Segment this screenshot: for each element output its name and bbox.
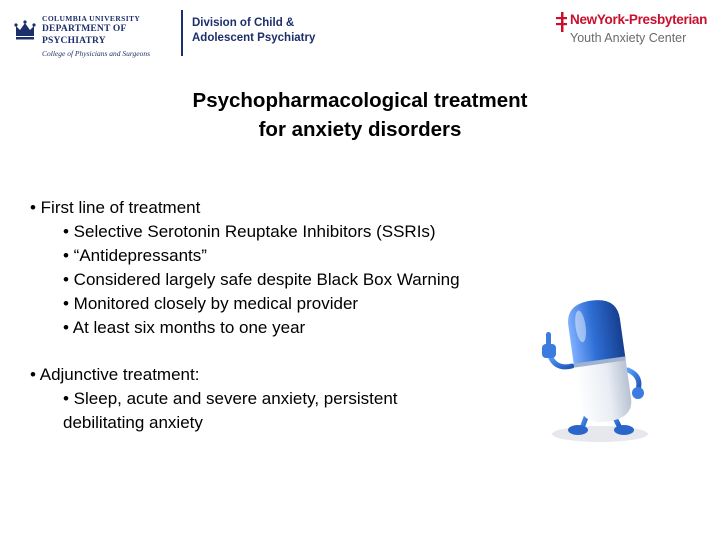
sub-bullet: • Sleep, acute and severe anxiety, persistent xyxy=(63,389,398,408)
division-name xyxy=(192,16,315,46)
sub-bullet: • At least six months to one year xyxy=(63,318,306,337)
sub-bullet-continuation: debilitating anxiety xyxy=(63,413,203,432)
sub-bullet: • Selective Serotonin Reuptake Inhibitors (SSRIs) xyxy=(63,222,436,241)
university-name: COLUMBIA UNIVERSITY xyxy=(42,14,141,23)
capsule-thumbs-up-icon xyxy=(520,294,670,446)
sub-bullet: • Monitored closely by medical provider xyxy=(63,294,359,313)
nyp-subtitle: Youth Anxiety Center xyxy=(570,31,687,45)
sub-bullet: • “Antidepressants” xyxy=(63,246,207,265)
division-line1: Division of Child & xyxy=(192,17,295,29)
bullet-first-line: • First line of treatment xyxy=(30,198,201,217)
bullet-adjunctive: • Adjunctive treatment: xyxy=(30,365,200,384)
nyp-mark-icon xyxy=(556,12,568,32)
college-name: College of Physicians and Surgeons xyxy=(42,49,151,58)
header-divider xyxy=(181,10,183,56)
sub-bullet: • Considered largely safe despite Black Box Warning xyxy=(63,270,460,289)
title-line1: Psychopharmacological treatment xyxy=(192,89,528,112)
columbia-psychiatry-logo xyxy=(10,12,186,56)
title-line2: for anxiety disorders xyxy=(258,118,462,141)
nyp-logo xyxy=(556,10,716,50)
crown-icon xyxy=(14,20,36,40)
division-line2: Adolescent Psychiatry xyxy=(192,32,316,44)
slide-body xyxy=(30,196,460,435)
nyp-name: NewYork-Presbyterian xyxy=(570,12,708,27)
department-name: DEPARTMENT OF PSYCHIATRY xyxy=(42,24,127,46)
slide-title xyxy=(0,86,720,144)
